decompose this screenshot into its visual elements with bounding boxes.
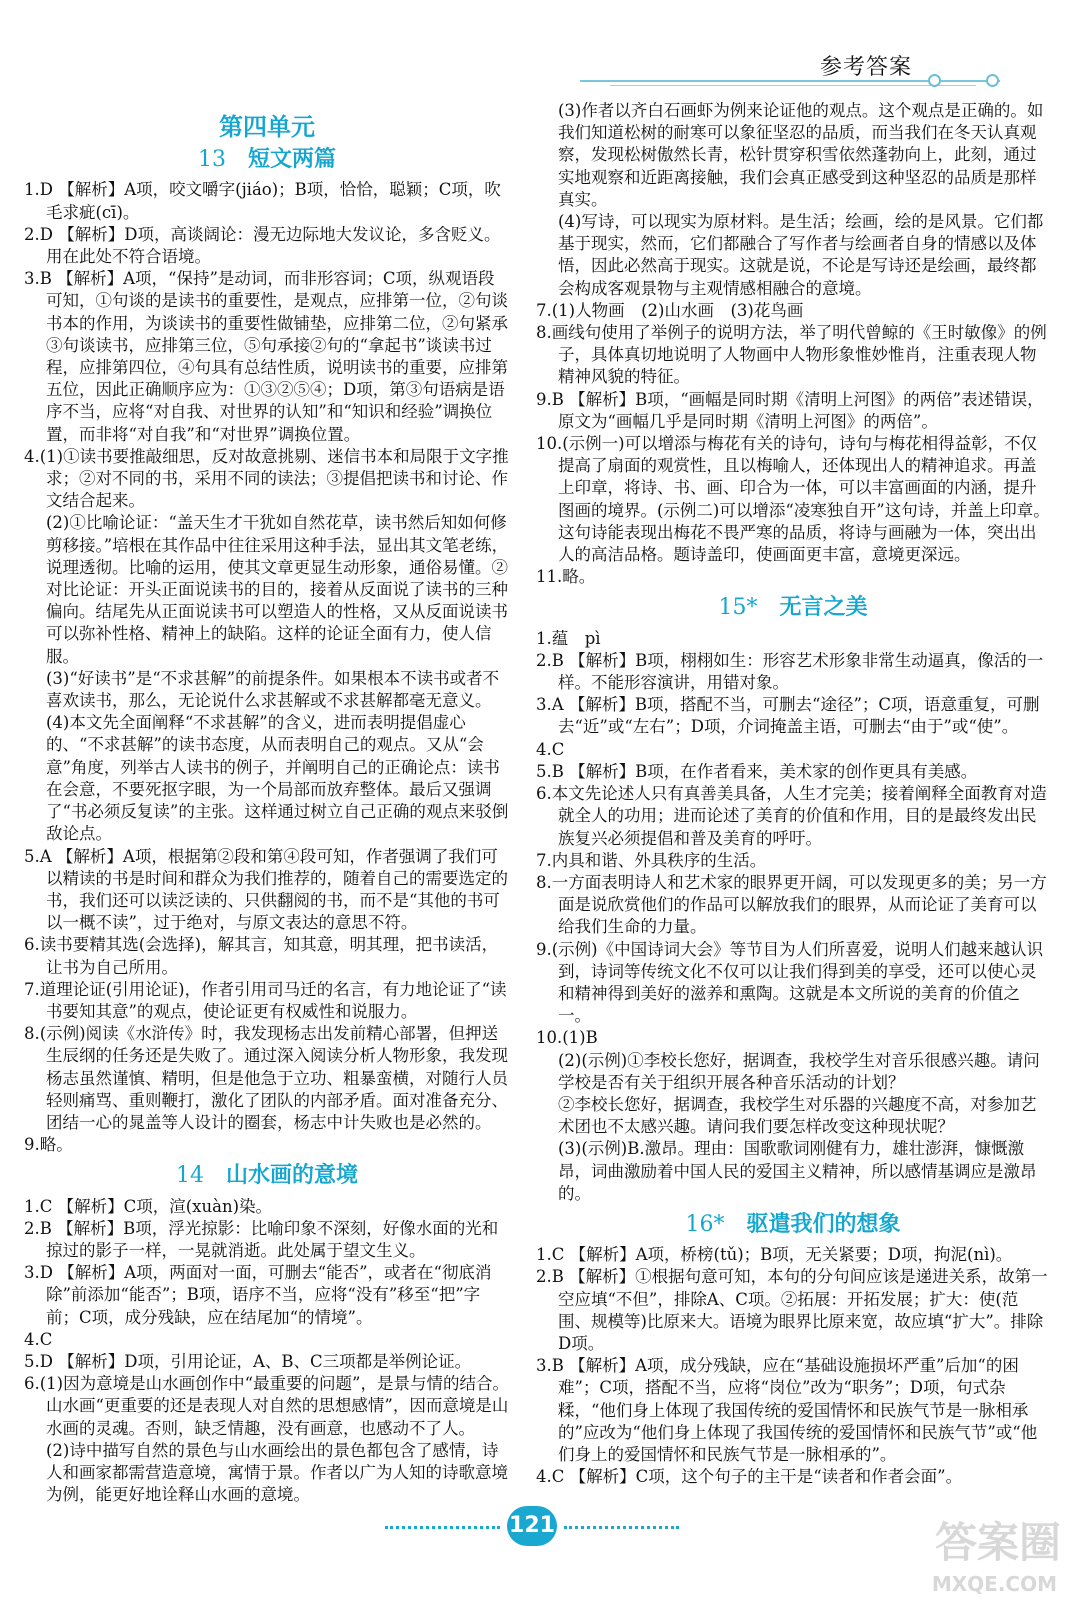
lesson-number: 13 [197,147,226,173]
answer-item: 9.(示例)《中国诗词大会》等节目为人们所喜爱，说明人们越来越认识到，诗词等传统文化不仅可以让我们得到美的享受，还可以使心灵和精神得到美好的滋养和熏陶。这就是本文所说的美育的价值之一。 [536,939,1044,1026]
answer-subitem: (3)“好读书”是“不求甚解”的前提条件。如果根本不读书或者不喜欢读书，那么，无论说什么求甚解或不求甚解都毫无意义。 [46,668,500,711]
unit-title: 第四单元 [219,113,315,141]
page-footer [0,1500,1071,1560]
answer-item: 9.略。 [24,1135,73,1155]
answer-item: 1.C 【解析】C项，渲(xuàn)染。 [24,1196,273,1216]
answer-item: 1.C 【解析】A项，桥榜(tǔ)；B项，无关紧要；D项，拘泥(nì)。 [536,1245,1013,1265]
answer-subitem: (2)①比喻论证：“盖天生才干犹如自然花草，读书然后知如何修剪移接。”培根在其作品中往往采用这种手法，显出其文笔老练，说理透彻。比喻的运用，使其文章更显生动形象，通俗易懂。②对比论证：开头正面说读书的目的，接着从反面说了读书的三种偏向。结尾先从正面说读书可以塑造人的性格，又从反面说读书可以弥补性格、精神上的缺陷。这样的论证全面有力，使人信服。 [46,513,509,666]
answer-item: 7.道理论证(引用论证)，作者引用司马迁的名言，有力地论证了“读书要知其意”的观点，使论证更有权威性和说服力。 [24,979,507,1021]
answer-item: 4.C [536,739,565,759]
footer-dotted-rule [385,1526,500,1529]
lesson-13-heading [24,148,510,171]
answer-subitem: (2)诗中描写自然的景色与山水画绘出的景色都包含了感情，诗人和画家都需营造意境，寓情于景。作者以广为人知的诗歌意境为例，能更好地诠释山水画的意境。 [46,1440,508,1505]
header-dot-icon [986,74,999,87]
lesson-16-heading [536,1210,1050,1237]
answer-item: 2.B 【解析】①根据句意可知，本句的分句间应该是递进关系，故第一空应填“不但”，排除A、C项。②拓展：开拓发展；扩大：使(范围、规模等)比原来大。语境为眼界比原来宽，故应填“扩大”。排除D项。 [536,1267,1048,1353]
answer-item: 8.(示例)阅读《水浒传》时，我发现杨志出发前精心部署，但押送生辰纲的任务还是失败了。通过深入阅读分析人物形象，我发现杨志虽然谨慎、精明，但是他急于立功、粗暴蛮横，对随行人员轻则痛骂、重则鞭打，激化了团队的内部矛盾。面对准备充分、团结一心的晁盖等人设计的圈套，杨志中计失败也是必然的。 [24,1024,508,1132]
footer-dotted-rule [564,1526,679,1529]
answer-item: 5.D 【解析】D项，引用论证，A、B、C三项都是举例论证。 [24,1351,472,1371]
lesson-title: 短文两篇 [247,146,336,173]
answer-subitem: (2)(示例)①李校长您好，据调查，我校学生对音乐很感兴趣。请问学校是否有关于组织开展各种音乐活动的计划？ [558,1050,1040,1092]
lesson-number: 16* [685,1211,725,1237]
watermark-url: MXQE.COM [931,1572,1057,1596]
lesson-title: 驱遣我们的想象 [746,1210,901,1237]
answer-item: 7.(1)人物画 (2)山水画 (3)花鸟画 [536,300,804,320]
lesson-14-heading [24,1164,510,1187]
answer-item: 9.B 【解析】B项，“画幅是同时期《清明上河图》的两倍”表述错误，原文为“画幅几乎是同时期《清明上河图》的两倍”。 [536,389,1044,431]
lesson-15-heading [536,596,1050,619]
header-dot-icon [928,74,941,87]
lesson-number: 15* [718,595,758,621]
answer-item: 8.画线句使用了举例子的说明方法，举了明代曾鲸的《王时敏像》的例子，具体真切地说明了人物画中人物形象惟妙惟肖，注重表现人物精神风貌的特征。 [536,323,1047,387]
watermark-logo: 答案圈 [934,1518,1061,1567]
right-column [536,100,1050,1488]
page-number: 121 [507,1506,557,1546]
answer-item: 4.C [24,1329,53,1349]
answer-item: 8.一方面表明诗人和艺术家的眼界更开阔，可以发现更多的美；另一方面是说欣赏他们的作品可以解放我们的眼界，从而论证了美育可以给我们生命的力量。 [536,872,1047,937]
answer-item: 2.B 【解析】B项，栩栩如生：形容艺术形象非常生动逼真，像活的一样。不能形容演讲，用错对象。 [536,650,1044,693]
header-title: 参考答案 [819,55,912,80]
answer-item: 7.内具和谐、外具秩序的生活。 [536,850,767,870]
answer-item: 3.D 【解析】A项，两面对一面，可删去“能否”，或者在“彻底消除”前添加“能否”；B项，语序不当，应将“没有”移至“把”字前；C项，成分残缺，应在结尾加“的情境”。 [24,1263,492,1327]
answer-item: 2.B 【解析】B项，浮光掠影：比喻印象不深刻，好像水面的光和掠过的影子一样，一晃就消逝。此处属于望文生义。 [24,1218,499,1260]
answer-item: 3.A 【解析】B项，搭配不当，可删去“途径”；C项，语意重复，可删去“近”或“左右”；D项，介词掩盖主语，可删去“由于”或“使”。 [536,695,1040,737]
lesson-number: 14 [175,1163,204,1189]
answer-item: 11.略。 [536,567,596,587]
answer-subitem: (3)(示例)B.激昂。理由：国歌歌词刚健有力，雄壮澎湃，慷慨激昂，词曲激励着中国人民的爱国主义精神，所以感情基调应是激昂的。 [558,1139,1037,1203]
answer-item: 3.B 【解析】A项，“保持”是动词，而非形容词；C项，纵观语段可知，①句谈的是读书的重要性，是观点，应排第一位，②句谈书本的作用，为谈读书的重要性做铺垫，应排第二位，②句紧承③句谈读书，应排第三位，⑤句承接②句的“拿起书”谈读书过程，应排第四位，④句具有总结性质，说明读书的重要，应排第五位，因此正确顺序应为：①③②⑤④；D项，第③句语病是语序不当，应将“对自我、对世界的认知”和“知识和经验”调换位置，而非将“对自我”和“对世界”调换位置。 [24,269,508,444]
left-column [24,100,510,1506]
answer-item: 10.(示例一)可以增添与梅花有关的诗句，诗句与梅花相得益彰，不仅提高了扇面的观赏性，且以梅喻人，还体现出人的精神追求。再盖上印章，将诗、书、画、印合为一体，可以丰富画面的内涵，提升图画的境界。(示例二)可以增添“凌寒独自开”这句诗，并盖上印章。这句诗能表现出梅花不畏严寒的品质，将诗与画融为一体，突出出人的高洁品格。题诗盖印，使画面更丰富，意境更深远。 [536,434,1050,565]
answer-subitem: (4)写诗，可以现实为原材料。是生活；绘画，绘的是风景。它们都基于现实，然而，它们都融合了写作者与绘画者自身的情感以及体悟，因此必然高于现实。这就是说，不论是写诗还是绘画，最终都会构成客观景物与主观情感相融合的意境。 [558,212,1044,298]
answer-item: 10.(1)B [536,1028,598,1048]
answer-subitem: (3)作者以齐白石画虾为例来论证他的观点。这个观点是正确的。如我们知道松树的耐寒可以象征坚忍的品质，而当我们在冬天认真观察，发现松树傲然长青，松针贯穿积雪依然蓬勃向上，此刻，通过实地观察和近距离接触，我们会真正感受到这种坚忍的品质是那样真实。 [558,101,1044,209]
answer-subitem: ②李校长您好，据调查，我校学生对乐器的兴趣度不高，对参加艺术团也不太感兴趣。请问我们要怎样改变这种现状呢？ [558,1094,1037,1137]
answer-item: 4.C 【解析】C项，这个句子的主干是“读者和作者会面”。 [536,1467,963,1487]
answer-item: 1.蕴 pì [536,628,601,648]
answer-item: 2.D 【解析】D项，高谈阔论：漫无边际地大发议论，多含贬义。用在此处不符合语境。 [24,224,501,267]
lesson-title: 山水画的意境 [225,1162,358,1189]
answer-item: 3.B 【解析】A项，成分残缺，应在“基础设施损坏严重”后加“的困难”；C项，搭配不当，应将“岗位”改为“职务”；D项，句式杂糅，“他们身上体现了我国传统的爱国情怀和民族气节是一脉相承的”应改为“他们身上体现了我国传统的爱国情怀和民族气节”或“他们身上的爱国情怀和民族气节是一脉相承的”。 [536,1356,1038,1464]
answer-item: 6.本文先论述人只有真善美具备，人生才完美；接着阐释全面教育对造就全人的功用；进而论述了美育的价值和作用，目的是最终发出民族复兴必须提倡和普及美育的呼吁。 [536,784,1047,848]
answer-item: 6.读书要精其选(会选择)，解其言，知其意，明其理，把书读活，让书为自己所用。 [24,935,499,977]
header-rule-thin [610,85,976,86]
lesson-title: 无言之美 [779,594,868,621]
answer-item: 5.B 【解析】B项，在作者看来，美术家的创作更具有美感。 [536,761,978,781]
answer-subitem: (4)本文先全面阐释“不求甚解”的含义，进而表明提倡虚心的、“不求甚解”的读书态度，从而表明自己的观点。又从“会意”角度，列举古人读书的例子，并阐明自己的正确论点：读书在会意，不要死抠字眼，为一个局部而放弃整体。最后又强调了“书必须反复读”的主张。这样通过树立自己正确的观点来驳倒敌论点。 [46,713,509,844]
answer-item: 4.(1)①读书要推敲细思，反对故意挑剔、迷信书本和局限于文字推求；②对不同的书，采用不同的读法；③提倡把读书和讨论、作文结合起来。 [24,446,509,511]
answer-item: 1.D 【解析】A项，咬文嚼字(jiáo)；B项，恰恰，聪颖；C项，吹毛求疵(cī)。 [24,180,501,222]
answer-item: 6.(1)因为意境是山水画创作中“最重要的问题”，是景与情的结合。山水画“更重要的还是表现人对自然的思想感情”，因而意境是山水画的灵魂。否则，缺乏情趣，没有画意，也感动不了人。 [24,1374,509,1438]
answer-item: 5.A 【解析】A项，根据第②段和第④段可知，作者强调了我们可以精读的书是时间和群众为我们推荐的，随着自己的需要选定的书，我们还可以读泛读的、只供翻阅的书，而不是“其他的书可以一概不读”，过于绝对，与原文表达的意思不符。 [24,846,508,933]
page-header [540,44,1000,104]
